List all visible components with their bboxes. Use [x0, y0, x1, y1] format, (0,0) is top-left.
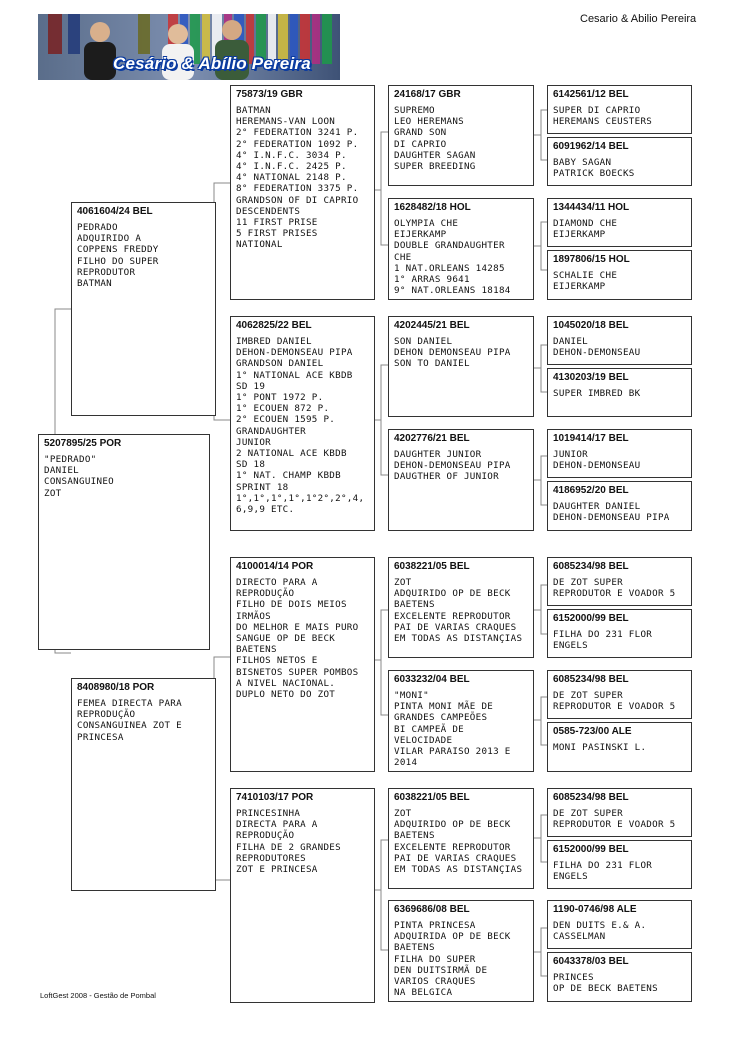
gen3-box-8[interactable]	[388, 900, 534, 1002]
ring-number: 6085234/98 BEL	[553, 561, 629, 572]
gen3-box-2[interactable]	[388, 198, 534, 300]
ring-number: 4130203/19 BEL	[553, 372, 629, 383]
ring-number: 4202445/21 BEL	[394, 320, 470, 331]
granddam-maternal-box[interactable]	[230, 788, 375, 1003]
bird-description: SUPER IMBRED BK	[553, 388, 641, 399]
ring-number: 4202776/21 BEL	[394, 433, 470, 444]
bird-description: OLYMPIA CHE EIJERKAMP DOUBLE GRANDAUGHTER CHE 1 NAT.ORLEANS 14285 1° ARRAS 9641 9° NAT.ORLEANS 18184	[394, 218, 511, 297]
ring-number: 4061604/24 BEL	[77, 206, 153, 217]
gen4-box-15[interactable]	[547, 900, 692, 949]
bird-description: FILHA DO 231 FLOR ENGELS	[553, 629, 653, 652]
ring-number: 1897806/15 HOL	[553, 254, 630, 265]
bird-description: PEDRADO ADQUIRIDO A COPPENS FREDDY FILHO DO SUPER REPRODUTOR BATMAN	[77, 222, 159, 290]
gen3-box-5[interactable]	[388, 557, 534, 658]
gen3-box-6[interactable]	[388, 670, 534, 772]
bird-description: DE ZOT SUPER REPRODUTOR E VOADOR 5	[553, 577, 676, 600]
ring-number: 6038221/05 BEL	[394, 792, 470, 803]
gen4-box-2[interactable]	[547, 137, 692, 186]
bird-description: PINTA PRINCESA ADQUIRIDA OP DE BECK BAETENS FILHA DO SUPER DEN DUITSIRMÃ DE VARIOS CRAQUES NA BELGICA	[394, 920, 511, 999]
grandsire-maternal-box[interactable]	[230, 557, 375, 772]
ring-number: 6085234/98 BEL	[553, 792, 629, 803]
gen4-box-7[interactable]	[547, 429, 692, 478]
ring-number: 6152000/99 BEL	[553, 613, 629, 624]
bird-description: MONI PASINSKI L.	[553, 742, 647, 753]
bird-description: DAUGHTER JUNIOR DEHON-DEMONSEAU PIPA DAUGTHER OF JUNIOR	[394, 449, 511, 483]
bird-description: DIAMOND CHE EIJERKAMP	[553, 218, 618, 241]
bird-description: DIRECTO PARA A REPRODUÇÃO FILHO DE DOIS MEIOS IRMÃOS DO MELHOR E MAIS PURO SANGUE OP DE BECK BAETENS FILHOS NETOS E BISNETOS SUPER POMBOS A NIVEL NACIONAL. DUPLO NETO DO ZOT	[236, 577, 359, 701]
ring-number: 6085234/98 BEL	[553, 674, 629, 685]
footer-text: LoftGest 2008 - Gestão de Pombal	[40, 991, 156, 1000]
bird-description: SCHALIE CHE EIJERKAMP	[553, 270, 618, 293]
bird-description: SUPER DI CAPRIO HEREMANS CEUSTERS	[553, 105, 653, 128]
owner-name: Cesario & Abilio Pereira	[580, 13, 697, 25]
gen4-box-5[interactable]	[547, 316, 692, 365]
gen3-box-3[interactable]	[388, 316, 534, 417]
gen4-box-16[interactable]	[547, 952, 692, 1002]
bird-description: IMBRED DANIEL DEHON-DEMONSEAU PIPA GRANDSON DANIEL 1° NATIONAL ACE KBDB SD 19 1° PONT 1972 P. 1° ECOUEN 872 P. 2° ECOUEN 1595 P. GRANDAUGHTER JUNIOR 2 NATIONAL ACE KBDB SD 18 1° NAT. CHAMP KBDB SPRINT 18 1°,1°,1°,1°,1°2°,2°,4, 6,9,9 ETC.	[236, 336, 365, 516]
ring-number: 8408980/18 POR	[77, 682, 155, 693]
ring-number: 6152000/99 BEL	[553, 844, 629, 855]
gen4-box-1[interactable]	[547, 85, 692, 134]
gen4-box-9[interactable]	[547, 557, 692, 606]
ring-number: 4186952/20 BEL	[553, 485, 629, 496]
gen4-box-11[interactable]	[547, 670, 692, 719]
bird-description: FILHA DO 231 FLOR ENGELS	[553, 860, 653, 883]
ring-number: 1190-0746/98 ALE	[553, 904, 637, 915]
gen3-box-1[interactable]	[388, 85, 534, 186]
ring-number: 1045020/18 BEL	[553, 320, 629, 331]
gen4-box-4[interactable]	[547, 250, 692, 300]
bird-description: DANIEL DEHON-DEMONSEAU	[553, 336, 641, 359]
ring-number: 4062825/22 BEL	[236, 320, 312, 331]
ring-number: 6043378/03 BEL	[553, 956, 629, 967]
gen3-box-4[interactable]	[388, 429, 534, 531]
banner-title: Cesário & Abílio Pereira	[113, 54, 311, 73]
bird-description: JUNIOR DEHON-DEMONSEAU	[553, 449, 641, 472]
gen4-box-10[interactable]	[547, 609, 692, 658]
bird-description: DAUGHTER DANIEL DEHON-DEMONSEAU PIPA	[553, 501, 670, 524]
ring-number: 6091962/14 BEL	[553, 141, 629, 152]
ring-number: 75873/19 GBR	[236, 89, 303, 100]
grandsire-paternal-box[interactable]	[230, 85, 375, 300]
dam-box[interactable]	[71, 678, 216, 891]
ring-number: 6038221/05 BEL	[394, 561, 470, 572]
bird-description: SON DANIEL DEHON DEMONSEAU PIPA SON TO DANIEL	[394, 336, 511, 370]
sire-box[interactable]	[71, 202, 216, 416]
bird-description: SUPREMO LEO HEREMANS GRAND SON DI CAPRIO DAUGHTER SAGAN SUPER BREEDING	[394, 105, 476, 173]
bird-description: BATMAN HEREMANS-VAN LOON 2° FEDERATION 3241 P. 2° FEDERATION 1092 P. 4° I.N.F.C. 3034 P. 4° I.N.F.C. 2425 P. 4° NATIONAL 2148 P. 8° FEDERATION 3375 P. GRANDSON OF DI CAPRIO DESCENDENTS 11 FIRST PRISE 5 FIRST PRISES NATIONAL	[236, 105, 359, 251]
gen4-box-8[interactable]	[547, 481, 692, 531]
subject-box[interactable]	[38, 434, 210, 650]
bird-description: PRINCESINHA DIRECTA PARA A REPRODUÇÃO FILHA DE 2 GRANDES REPRODUTORES ZOT E PRINCESA	[236, 808, 341, 876]
bird-description: ZOT ADQUIRIDO OP DE BECK BAETENS EXCELENTE REPRODUTOR PAI DE VARIAS CRAQUES EM TODAS AS DISTANÇIAS	[394, 808, 523, 876]
bird-description: "PEDRADO" DANIEL CONSANGUINEO ZOT	[44, 454, 114, 499]
ring-number: 1019414/17 BEL	[553, 433, 629, 444]
bird-description: "MONI" PINTA MONI MÃE DE GRANDES CAMPEÕES BI CAMPEÃ DE VELOCIDADE VILAR PARAISO 2013 E 2014	[394, 690, 511, 769]
bird-description: DE ZOT SUPER REPRODUTOR E VOADOR 5	[553, 690, 676, 713]
granddam-paternal-box[interactable]	[230, 316, 375, 531]
ring-number: 7410103/17 POR	[236, 792, 314, 803]
gen4-box-3[interactable]	[547, 198, 692, 247]
gen4-box-14[interactable]	[547, 840, 692, 889]
ring-number: 5207895/25 POR	[44, 438, 122, 449]
ring-number: 1628482/18 HOL	[394, 202, 471, 213]
bird-description: PRINCES OP DE BECK BAETENS	[553, 972, 658, 995]
ring-number: 6033232/04 BEL	[394, 674, 470, 685]
ring-number: 24168/17 GBR	[394, 89, 461, 100]
bird-description: ZOT ADQUIRIDO OP DE BECK BAETENS EXCELENTE REPRODUTOR PAI DE VARIAS CRAQUES EM TODAS AS DISTANÇIAS	[394, 577, 523, 645]
gen4-box-6[interactable]	[547, 368, 692, 417]
ring-number: 0585-723/00 ALE	[553, 726, 632, 737]
gen3-box-7[interactable]	[388, 788, 534, 889]
gen4-box-13[interactable]	[547, 788, 692, 837]
gen4-box-12[interactable]	[547, 722, 692, 772]
ring-number: 4100014/14 POR	[236, 561, 314, 572]
ring-number: 6369686/08 BEL	[394, 904, 470, 915]
header-banner	[38, 14, 340, 80]
bird-description: DEN DUITS E.& A. CASSELMAN	[553, 920, 647, 943]
bird-description: FEMEA DIRECTA PARA REPRODUÇÃO CONSANGUINEA ZOT E PRINCESA	[77, 698, 182, 743]
bird-description: DE ZOT SUPER REPRODUTOR E VOADOR 5	[553, 808, 676, 831]
ring-number: 1344434/11 HOL	[553, 202, 630, 213]
bird-description: BABY SAGAN PATRICK BOECKS	[553, 157, 635, 180]
ring-number: 6142561/12 BEL	[553, 89, 629, 100]
